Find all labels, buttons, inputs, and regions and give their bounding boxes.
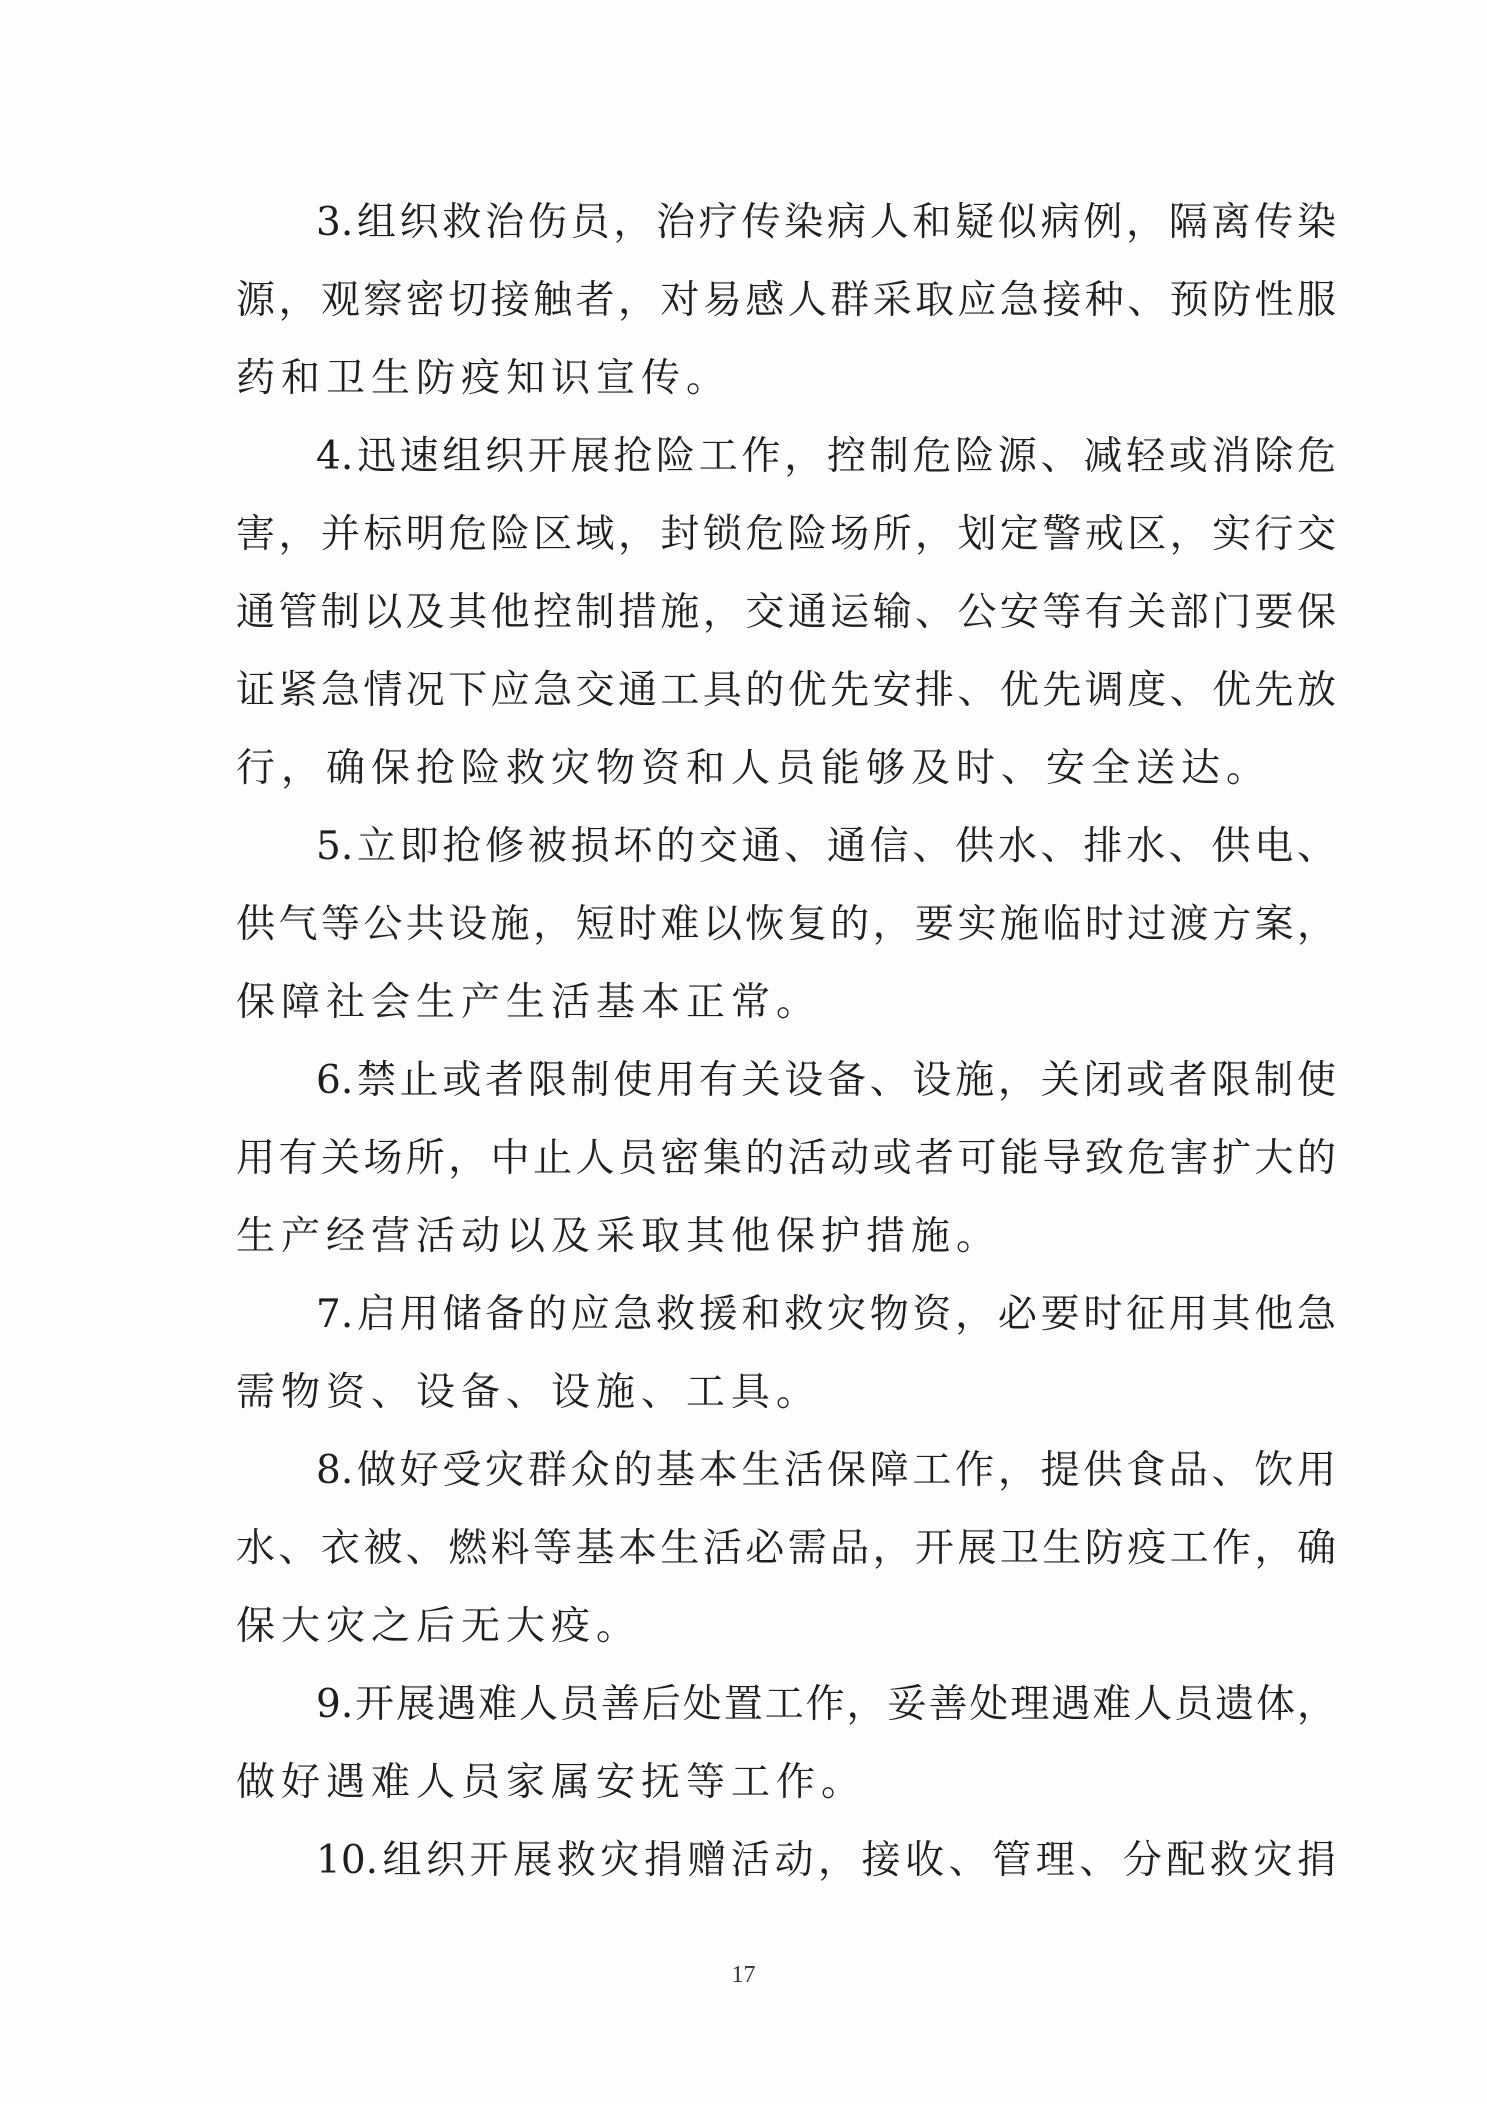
paragraph-4-line-5: 行，确保抢险救灾物资和人员能够及时、安全送达。 [236,746,1272,791]
paragraph-6-line-2: 用有关场所，中止人员密集的活动或者可能导致危害扩大的 [236,1136,1336,1181]
paragraph-8-line-1: 8.做好受灾群众的基本生活保障工作，提供食品、饮用 [316,1448,1336,1493]
paragraph-6-line-3: 生产经营活动以及采取其他保护措施。 [236,1214,1002,1259]
paragraph-7-line-2: 需物资、设备、设施、工具。 [236,1370,822,1415]
paragraph-3-line-3: 药和卫生防疫知识宣传。 [236,356,732,401]
paragraph-9-line-1: 9.开展遇难人员善后处置工作，妥善处理遇难人员遗体， [316,1682,1336,1727]
paragraph-3-line-2: 源，观察密切接触者，对易感人群采取应急接种、预防性服 [236,278,1336,323]
paragraph-10-line-1: 10.组织开展救灾捐赠活动，接收、管理、分配救灾捐 [316,1838,1336,1883]
paragraph-5-line-1: 5.立即抢修被损坏的交通、通信、供水、排水、供电、 [316,824,1336,869]
paragraph-8-line-3: 保大灾之后无大疫。 [236,1604,642,1649]
paragraph-7-line-1: 7.启用储备的应急救援和救灾物资，必要时征用其他急 [316,1292,1336,1337]
paragraph-4-line-4: 证紧急情况下应急交通工具的优先安排、优先调度、优先放 [236,668,1336,713]
paragraph-4-line-1: 4.迅速组织开展抢险工作，控制危险源、减轻或消除危 [316,434,1336,479]
paragraph-5-line-2: 供气等公共设施，短时难以恢复的，要实施临时过渡方案， [236,902,1336,947]
paragraph-9-line-2: 做好遇难人员家属安抚等工作。 [236,1760,867,1805]
paragraph-4-line-3: 通管制以及其他控制措施，交通运输、公安等有关部门要保 [236,590,1336,635]
paragraph-5-line-3: 保障社会生产生活基本正常。 [236,980,822,1025]
page-number: 17 [731,1962,756,1988]
paragraph-4-line-2: 害，并标明危险区域，封锁危险场所，划定警戒区，实行交 [236,512,1336,557]
paragraph-3-line-1: 3.组织救治伤员，治疗传染病人和疑似病例，隔离传染 [316,200,1336,245]
paragraph-6-line-1: 6.禁止或者限制使用有关设备、设施，关闭或者限制使 [316,1058,1336,1103]
paragraph-8-line-2: 水、衣被、燃料等基本生活必需品，开展卫生防疫工作，确 [236,1526,1336,1571]
